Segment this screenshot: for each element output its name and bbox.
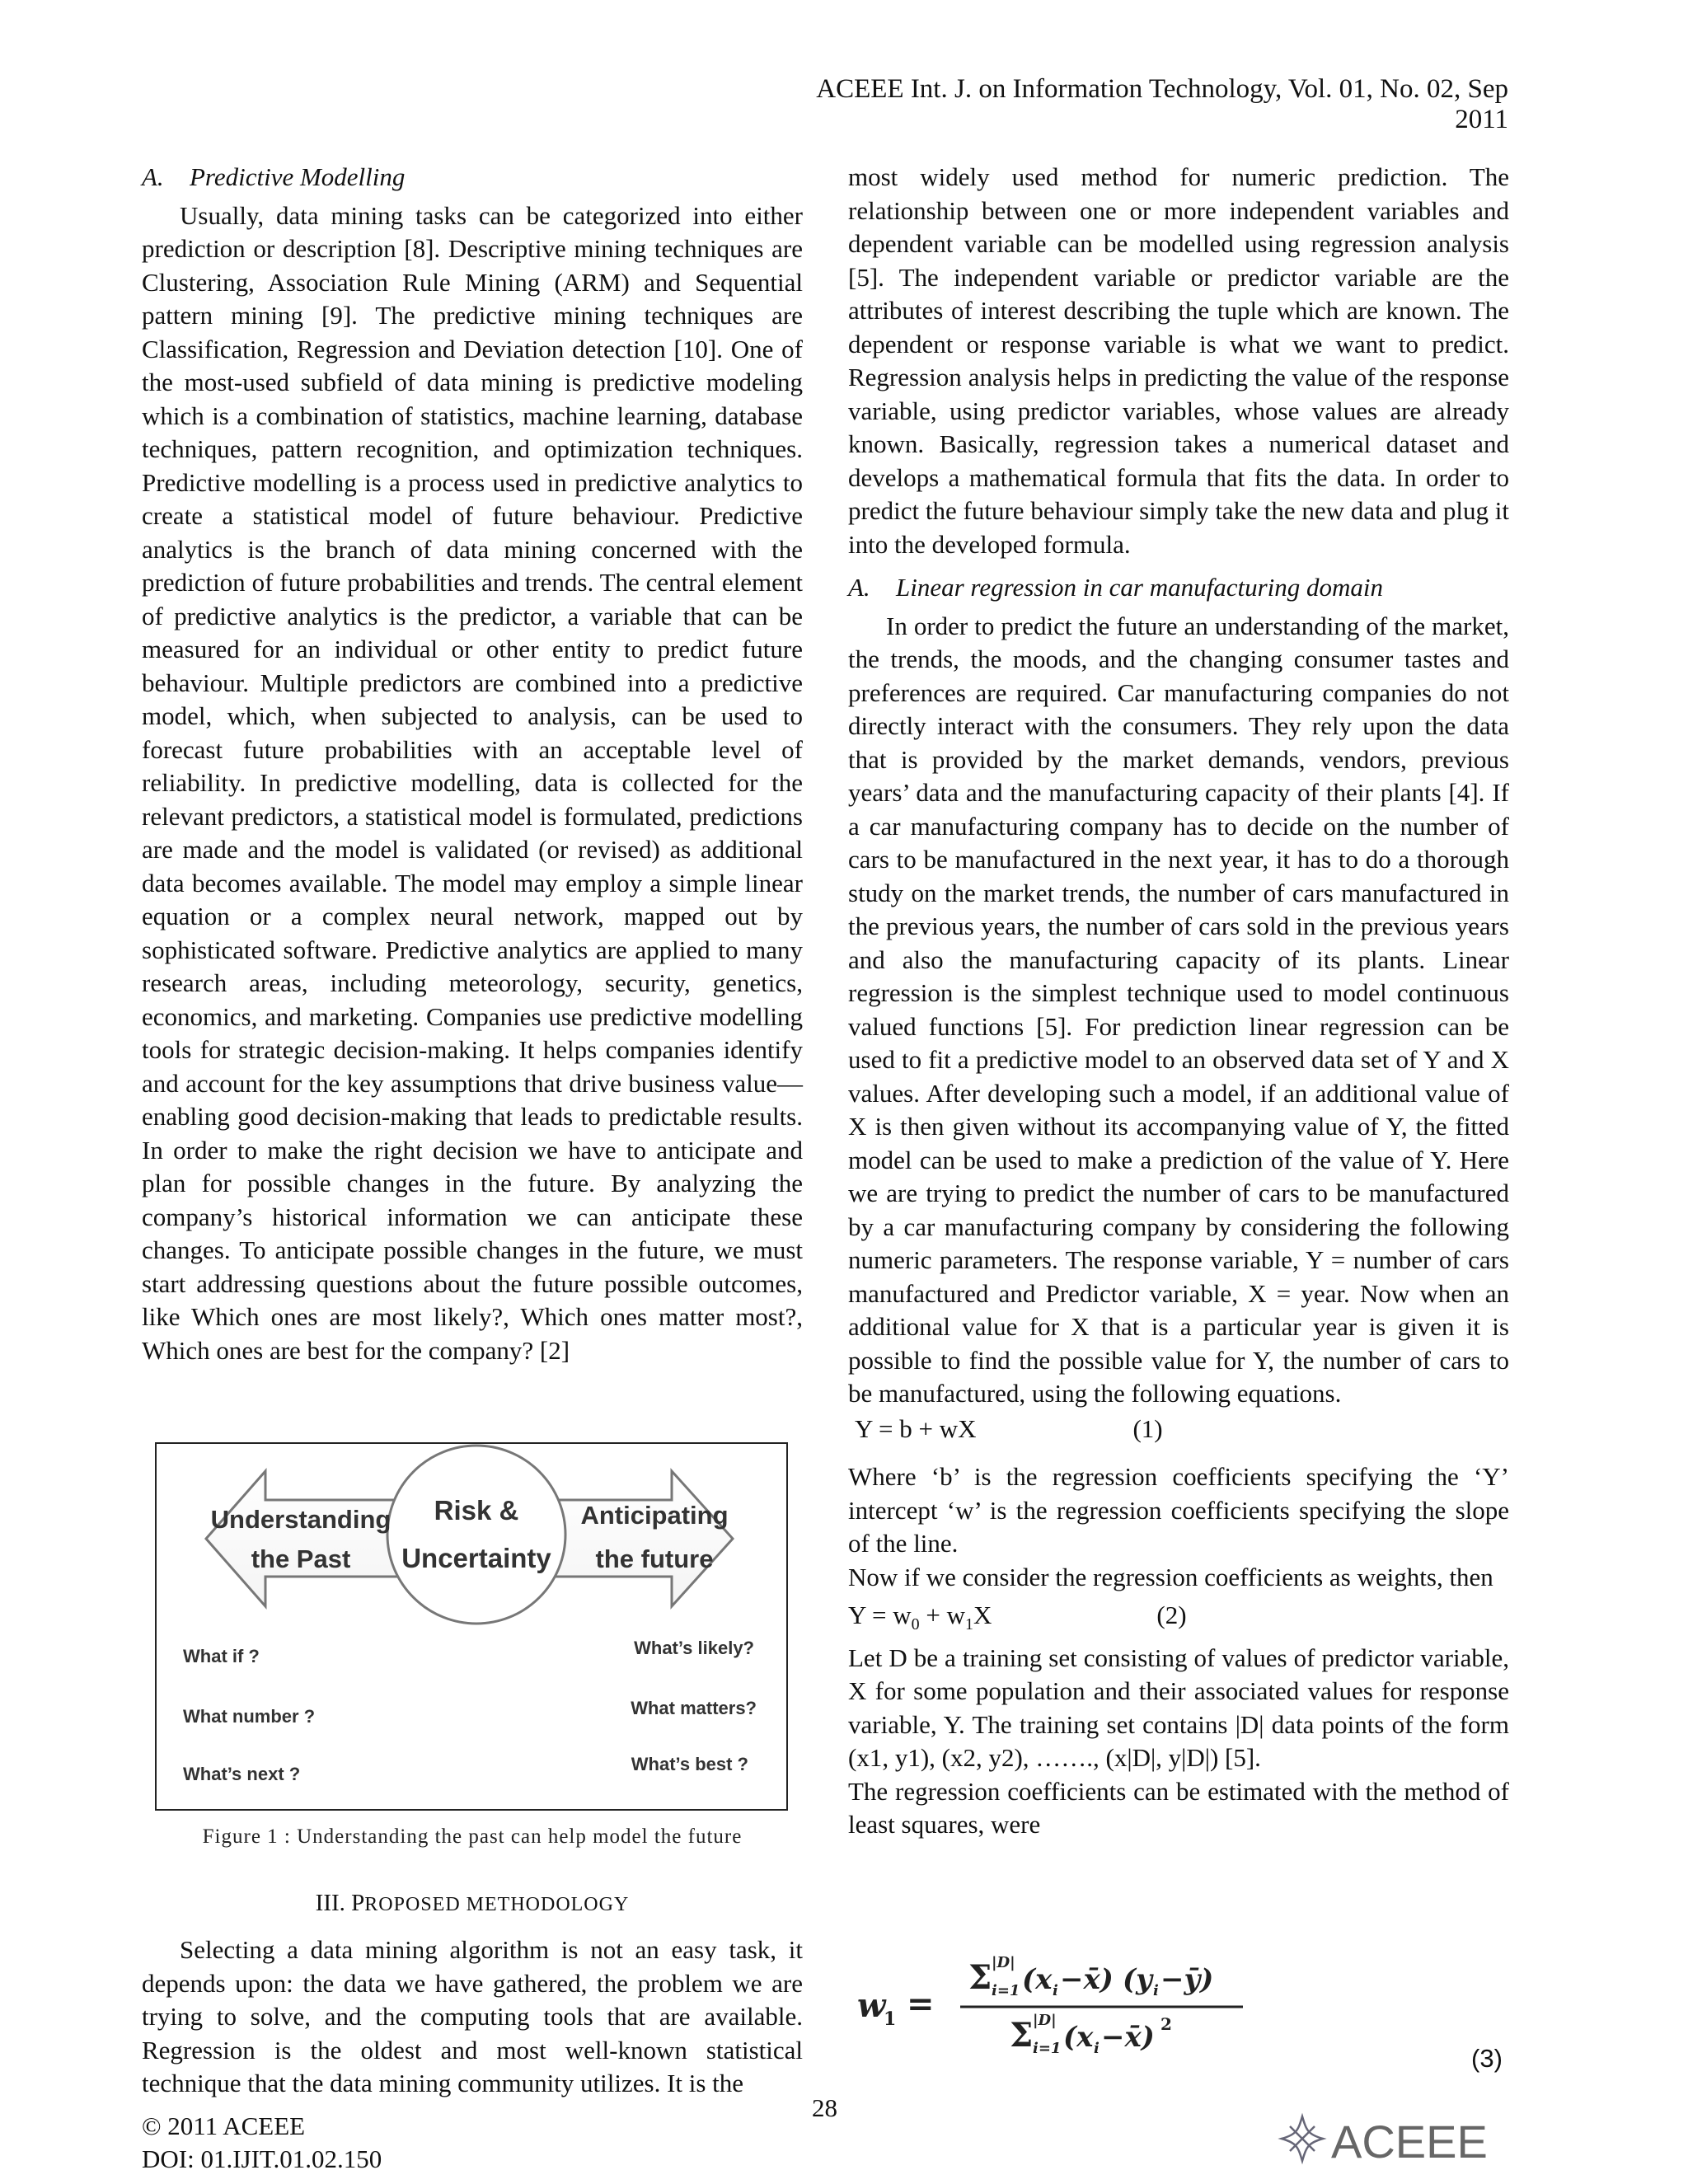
denominator-term-sub: i bbox=[1094, 2040, 1100, 2056]
denominator-sigma: Σ bbox=[1010, 2016, 1034, 2055]
left-arrow-label-1: Understanding bbox=[210, 1505, 392, 1534]
question-what-matters: What matters? bbox=[631, 1698, 757, 1718]
right-arrow-label-2: the future bbox=[595, 1544, 714, 1573]
section-heading-predictive-modelling bbox=[142, 161, 803, 194]
section-title-rest: ROPOSED METHODOLOGY bbox=[364, 1894, 630, 1915]
equation-2-sub-1: 1 bbox=[964, 1615, 973, 1634]
denominator-upper-limit: |D| bbox=[1033, 2012, 1057, 2029]
figure-1-diagram bbox=[157, 1444, 786, 1809]
equation-2 bbox=[848, 1599, 1509, 1642]
center-label-1: Risk & bbox=[434, 1495, 519, 1526]
denominator-term: (x bbox=[1063, 2021, 1094, 2054]
paragraph-training-set: Let D be a training set consisting of values of predictor variable, X for some population and their associated values for response variable, Y. The training set contains |D| data points of the form (x1, y1), (x2, y2), ……., (x|D|, y|D|) [5]. bbox=[848, 1643, 1509, 1773]
numerator-term-2-rest: −ȳ) bbox=[1160, 1963, 1214, 1996]
left-column bbox=[142, 161, 803, 1367]
logo-text: ACEEE bbox=[1331, 2116, 1488, 2168]
equation-3-formula bbox=[857, 1949, 1286, 2060]
equation-2-sub-0: 0 bbox=[911, 1615, 920, 1634]
equation-1-number: (1) bbox=[1132, 1413, 1163, 1443]
formula-lhs-sub: 1 bbox=[884, 2008, 897, 2030]
section-number: A. bbox=[142, 162, 164, 191]
right-column bbox=[848, 161, 1509, 1842]
numerator-term-1-sub: i bbox=[1053, 1982, 1058, 1999]
section-number: A. bbox=[848, 573, 870, 602]
equation-2-part-c: X bbox=[973, 1601, 992, 1629]
equation-2-part-a: Y = w bbox=[848, 1601, 912, 1629]
running-head: ACEEE Int. J. on Information Technology, Vol. 01, No. 02, Sep 2011 bbox=[816, 74, 1508, 134]
numerator-term-2: (y bbox=[1123, 1963, 1152, 1996]
section-heading-proposed-methodology bbox=[142, 1890, 803, 1917]
paragraph-regression-intro: most widely used method for numeric prediction. The relationship between one or more independent variables and dependent variable can be modelled using regression analysis [5]. The independent variable or predictor variable are the attributes of interest describing the tuple which are known. The dependent or response variable is what we want to predict. Regression analysis helps in predicting the value of the response variable, using predictor variables, whose values are already known. Basically, regression takes a numerical dataset and develops a mathematical formula that fits the data. In order to predict the future behaviour simply take the new data and plug it into the developed formula. bbox=[848, 162, 1509, 559]
question-whats-best: What’s best ? bbox=[631, 1754, 748, 1774]
section-title-initial: P bbox=[351, 1890, 365, 1916]
equation-2-part-b: + w bbox=[919, 1601, 965, 1629]
denominator-lower-limit: i=1 bbox=[1033, 2040, 1062, 2056]
equation-1 bbox=[855, 1413, 1509, 1446]
question-whats-next: What’s next ? bbox=[183, 1764, 301, 1784]
formula-lhs: w bbox=[857, 1986, 886, 2025]
equation-1-body: Y = b + wX bbox=[855, 1413, 977, 1443]
numerator-sigma: Σ bbox=[968, 1958, 992, 1997]
question-what-if: What if ? bbox=[183, 1646, 260, 1666]
paragraph-coefficients: Where ‘b’ is the regression coefficients specifying the ‘Y’ intercept ‘w’ is the regression coefficients specifying the slope of the line. bbox=[848, 1462, 1509, 1558]
right-arrow-label-1: Anticipating bbox=[580, 1501, 729, 1530]
numerator-lower-limit: i=1 bbox=[992, 1982, 1020, 1999]
paragraph-car-manufacturing: In order to predict the future an understanding of the market, the trends, the moods, and the changing consumer tastes and preferences are required. Car manufacturing companies do not directly interact with the consumers. They rely upon the data that is provided by the market demands, vendors, previous years’ data and the manufacturing capacity of their plants [4]. If a car manufacturing company has to decide on the number of cars to be manufactured in the next year, it has to do a thorough study on the market trends, the number of cars manufactured in the previous years, the number of cars sold in the previous years and also the manufacturing capacity of its plants. Linear regression is the simplest technique used to model continuous valued functions [5]. For prediction linear regression can be used to fit a predictive model to an observed data set of Y and X values. After developing such a model, if an additional value of X is then given without its accompanying value of Y, the fitted model can be used to make a prediction of the value of Y. Here we are trying to predict the number of cars to be manufactured by a car manufacturing company by considering the following numeric parameters. The response variable, Y = number of cars manufactured and Predictor variable, X = year. Now when an additional value for X that is a particular year is given it is possible to find the possible value for Y, the number of cars to be manufactured, using the following equations. bbox=[848, 611, 1509, 1408]
paragraph-proposed-methodology: Selecting a data mining algorithm is not an easy task, it depends upon: the data we have gathered, the problem we are trying to solve, and the computing tools that are available. Regression is the oldest and most well-known statistical technique that the data mining community utilizes. It is the bbox=[142, 1935, 803, 2097]
numerator-term-2-sub: i bbox=[1153, 1982, 1159, 1999]
figure-1 bbox=[155, 1442, 788, 1811]
left-column-tail bbox=[142, 1933, 803, 2101]
footer-copyright-block bbox=[142, 2110, 382, 2176]
center-label-2: Uncertainty bbox=[401, 1543, 551, 1573]
paragraph-weights: Now if we consider the regression coefficients as weights, then bbox=[848, 1562, 1493, 1591]
aceee-logo bbox=[1273, 2110, 1512, 2172]
section-heading-linear-regression bbox=[848, 571, 1509, 605]
aceee-logo-svg bbox=[1273, 2110, 1512, 2168]
numerator-term-1: (x bbox=[1022, 1963, 1053, 1996]
copyright-line: © 2011 ACEEE bbox=[142, 2111, 306, 2140]
question-whats-likely: What’s likely? bbox=[634, 1638, 754, 1658]
equation-2-number: (2) bbox=[1156, 1601, 1187, 1629]
section-title: Linear regression in car manufacturing domain bbox=[896, 573, 1383, 602]
paragraph-predictive-modelling: Usually, data mining tasks can be categorized into either prediction or description [8]. Descriptive mining techniques are Clustering, Association Rule Mining (ARM) and Sequential pattern mining [9]. The predictive mining techniques are Classification, Regression and Deviation detection [10]. One of the most-used subfield of data mining is predictive modeling which is a combination of statistics, machine learning, database techniques, pattern recognition, and optimization techniques. Predictive modelling is a process used in predictive analytics to create a statistical model of future behaviour. Predictive analytics is the branch of data mining concerned with the prediction of future probabilities and trends. The central element of predictive analytics is the predictor, a variable that can be measured for an individual or other entity to predict future behaviour. Multiple predictors are combined into a predictive model, which, when subjected to analysis, can be used to forecast future probabilities with an acceptable level of reliability. In predictive modelling, data is collected for the relevant predictors, a statistical model is formulated, predictions are made and the model is validated (or revised) as additional data becomes available. The model may employ a simple linear equation or a complex neural network, mapped out by sophisticated software. Predictive analytics are applied to many research areas, including meteorology, security, genetics, economics, and marketing. Companies use predictive modelling tools for strategic decision-making. It helps companies identify and account for the key assumptions that drive business value—enabling good decision-making that leads to predictable results. In order to make the right decision we have to anticipate and plan for possible changes in the future. By analyzing the company’s historical information we can anticipate these changes. To anticipate possible changes in the future, we must start addressing questions about the future possible outcomes, like Which ones are most likely?, Which ones matter most?, Which ones are best for the company? [2] bbox=[142, 200, 803, 1365]
section-roman-numeral: III. bbox=[315, 1890, 345, 1916]
star-icon bbox=[1282, 2116, 1323, 2161]
left-arrow-label-2: the Past bbox=[251, 1544, 351, 1573]
numerator-term-1-rest: −x̄) bbox=[1060, 1963, 1114, 1996]
question-what-number: What number ? bbox=[183, 1706, 316, 1727]
numerator-upper-limit: |D| bbox=[992, 1954, 1015, 1971]
doi-line: DOI: 01.IJIT.01.02.150 bbox=[142, 2144, 382, 2173]
figure-1-caption: Figure 1 : Understanding the past can help model the future bbox=[202, 1825, 743, 1848]
paragraph-least-squares: The regression coefficients can be estimated with the method of least squares, were bbox=[848, 1776, 1509, 1840]
formula-equals: = bbox=[907, 1985, 935, 2023]
denominator-power: 2 bbox=[1160, 2014, 1172, 2034]
page-number: 28 bbox=[812, 2093, 837, 2122]
equation-3-number: (3) bbox=[1471, 2044, 1503, 2073]
equation-3-svg bbox=[857, 1949, 1286, 2056]
risk-uncertainty-circle bbox=[387, 1446, 565, 1624]
denominator-term-rest: −x̄) bbox=[1101, 2021, 1155, 2054]
section-title: Predictive Modelling bbox=[190, 162, 406, 191]
